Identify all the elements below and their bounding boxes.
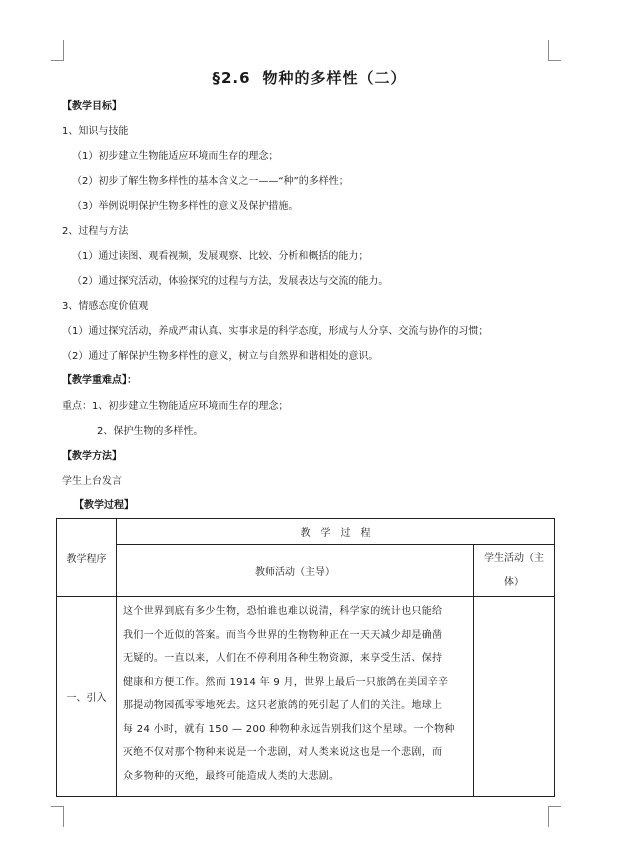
- keypoint-line: 2、保护生物的多样性。: [97, 426, 204, 437]
- paragraph-line: 健康和方便工作。然而 1914 年 9 月，世界上最后一只旅鸽在美国辛辛: [123, 676, 449, 688]
- section-number: §2.6: [212, 69, 251, 87]
- knowledge-item: （3）举例说明保护生物多样性的意义及保护措施。: [72, 201, 299, 212]
- attitude-item: （1）通过探究活动，养成严肃认真、实事求是的科学态度，形成与人分享、交流与协作的习惯；: [62, 326, 489, 337]
- knowledge-item: （1）初步建立生物能适应环境而生存的理念；: [72, 151, 279, 162]
- teacher-activity-header: 教师活动（主导）: [117, 545, 474, 597]
- teacher-activity-cell: [117, 597, 474, 797]
- crop-mark-top-right: [548, 40, 561, 61]
- process-method-item: （1）通过读图、观看视频，发展观察、比较、分析和概括的能力；: [72, 251, 369, 262]
- paragraph-line: 每 24 小时，就有 150 — 200 种物种永远告别我们这个星球。一个物种: [123, 723, 455, 735]
- paragraph-line: 众多物种的灭绝，最终可能造成人类的大悲剧。: [123, 770, 340, 782]
- paragraph-line: 灭绝不仅对那个物种来说是一个悲剧，对人类来说这也是一个悲剧，而: [123, 747, 443, 758]
- keypoint-line: 重点：1、初步建立生物能适应环境而生存的理念；: [62, 401, 289, 412]
- program-column-header: 教学程序: [57, 519, 117, 597]
- crop-mark-top-left: [51, 40, 64, 61]
- student-header-line: 学生活动（主: [484, 552, 544, 564]
- objectives-heading: 【教学目标】: [62, 101, 122, 112]
- student-activity-header: [474, 545, 555, 597]
- process-column-header: 教 学 过 程: [117, 519, 555, 545]
- attitude-heading: 3、情感态度价值观: [62, 301, 149, 312]
- knowledge-heading: 1、知识与技能: [62, 126, 129, 137]
- attitude-item: （2）通过了解保护生物多样性的意义，树立与自然界和谐相处的意识。: [62, 351, 379, 362]
- process-method-heading: 2、过程与方法: [62, 226, 129, 237]
- method-text: 学生上台发言: [62, 476, 122, 487]
- title-text: 物种的多样性（二）: [262, 69, 407, 87]
- student-activity-cell: [474, 597, 555, 797]
- crop-mark-bottom-right: [548, 806, 561, 827]
- process-heading: 【教学过程】: [74, 500, 134, 511]
- paragraph-line: 我们一个近似的答案。而当今世界的生物物种正在一天天减少却是确凿: [123, 629, 443, 641]
- knowledge-item: （2）初步了解生物多样性的基本含义之一——“种”的多样性；: [72, 176, 349, 187]
- method-heading: 【教学方法】: [62, 451, 122, 462]
- keypoints-heading: 【教学重难点】：: [62, 375, 137, 386]
- crop-mark-bottom-left: [51, 806, 64, 827]
- stage-cell: 一、引入: [57, 597, 117, 797]
- paragraph-line: 无疑的。一直以来，人们在不停利用各种生物资源，来享受生活、保持: [123, 653, 443, 664]
- teaching-process-table: [56, 518, 555, 797]
- page-title: [0, 67, 619, 88]
- student-header-line: 体）: [504, 576, 524, 588]
- process-method-item: （2）通过探究活动，体验探究的过程与方法，发展表达与交流的能力。: [72, 276, 389, 287]
- paragraph-line: 这个世界到底有多少生物，恐怕谁也难以说清，科学家的统计也只能给: [123, 606, 443, 617]
- paragraph-line: 那提动物园孤零零地死去。这只老旅鸽的死引起了人们的关注。地球上: [123, 700, 443, 711]
